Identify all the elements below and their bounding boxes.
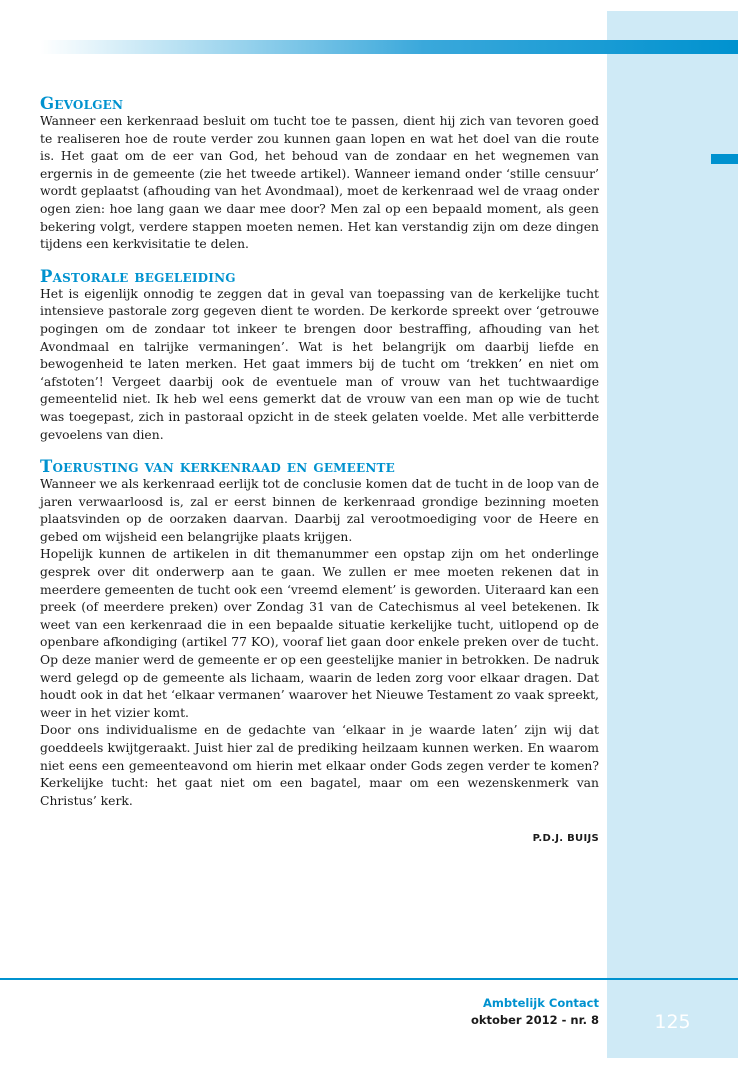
author-signature: P.D.J. BUIJS <box>532 833 599 844</box>
header-gradient-bar <box>40 40 738 54</box>
magazine-title: Ambtelijk Contact <box>483 996 599 1010</box>
footer-rule <box>0 978 738 980</box>
side-marker <box>711 154 738 164</box>
issue-info: oktober 2012 - nr. 8 <box>470 1013 599 1027</box>
page-number: 125 <box>654 1011 691 1033</box>
section-heading: Pastorale begeleiding <box>40 266 236 286</box>
section-heading: Toerusting van kerkenraad en gemeente <box>40 457 396 477</box>
section-toerusting <box>40 457 599 810</box>
paragraph: Hopelijk kunnen de artikelen in dit themanummer een opstap zijn om het onderlinge gesprek over dit onderwerp aan te gaan. We zullen er mee moeten rekenen dat in meerdere gemeenten de tucht ook een ‘vreemd element’ is geworden. Uiteraard kan een preek (of meerdere preken) over Zondag 31 van de Catechismus al veel betekenen. Ik weet van een kerkenraad die in een bepaalde situatie kerkelijke tucht, uitlopend op de openbare afkondiging (artikel 77 KO), vooraf liet gaan door enkele preken over de tucht. Op deze manier werd de gemeente er op een geestelijke manier in betrokken. De nadruk werd gelegd op de gemeente als lichaam, waarin de leden zorg voor elkaar dragen. Dat houdt ook in dat het ‘elkaar vermanen’ waarover het Nieuwe Testament zo vaak spreekt, weer in het vizier komt. <box>40 547 599 720</box>
paragraph: Het is eigenlijk onnodig te zeggen dat in geval van toepassing van de kerkelijke tucht intensieve pastorale zorg gegeven dient te worden. De kerkorde spreekt over ‘getrouwe pogingen om de zondaar tot inkeer te brengen door bestraffing, afhouding van het Avondmaal en talrijke vermaningen’. Wat is het belangrijk om daarbij liefde en bewogenheid te laten merken. Het gaat immers bij de tucht om ‘trekken’ en niet om ‘afstoten’! Vergeet daarbij ook de eventuele man of vrouw van het tuchtwaardige gemeentelid niet. Ik heb wel eens gemerkt dat de vrouw van een man op wie de tucht was toegepast, zich in pastoraal opzicht in de steek gelaten voelde. Met alle verbitterde gevoelens van dien. <box>40 286 599 442</box>
section-gevolgen <box>40 94 599 254</box>
side-panel <box>607 11 738 1058</box>
paragraph: Wanneer we als kerkenraad eerlijk tot de conclusie komen dat de tucht in de loop van de jaren verwaarloosd is, zal er eerst binnen de kerkenraad grondige bezinning moeten plaatsvinden op de oorzaken daarvan. Daarbij zal verootmoediging voor de Heere en gebed om wijsheid een belangrijke plaats krijgen. <box>40 477 599 544</box>
paragraph: Door ons individualisme en de gedachte van ‘elkaar in je waarde laten’ zijn wij dat goeddeels kwijtgeraakt. Juist hier zal de prediking heilzaam kunnen werken. En waarom niet eens een gemeenteavond om hierin met elkaar onder Gods zegen verder te komen? Kerkelijke tucht: het gaat niet om een bagatel, maar om een wezenskenmerk van Christus’ kerk. <box>40 723 599 808</box>
section-heading: Gevolgen <box>40 94 124 113</box>
section-pastorale-begeleiding <box>40 267 599 444</box>
article-body <box>40 94 599 823</box>
paragraph: Wanneer een kerkenraad besluit om tucht toe te passen, dient hij zich van tevoren goed te realiseren hoe de route verder zou kunnen gaan lopen en wat het doel van die route is. Het gaat om de eer van God, het behoud van de zondaar en het wegnemen van ergernis in de gemeente (zie het tweede artikel). Wanneer iemand onder ‘stille censuur’ wordt geplaatst (afhouding van het Avondmaal), moet de kerkenraad wel de vraag onder ogen zien: hoe lang gaan we daar mee door? Men zal op een bepaald moment, als geen bekering volgt, verdere stappen moeten nemen. Het kan verstandig zijn om deze dingen tijdens een kerkvisitatie te delen. <box>40 114 599 252</box>
